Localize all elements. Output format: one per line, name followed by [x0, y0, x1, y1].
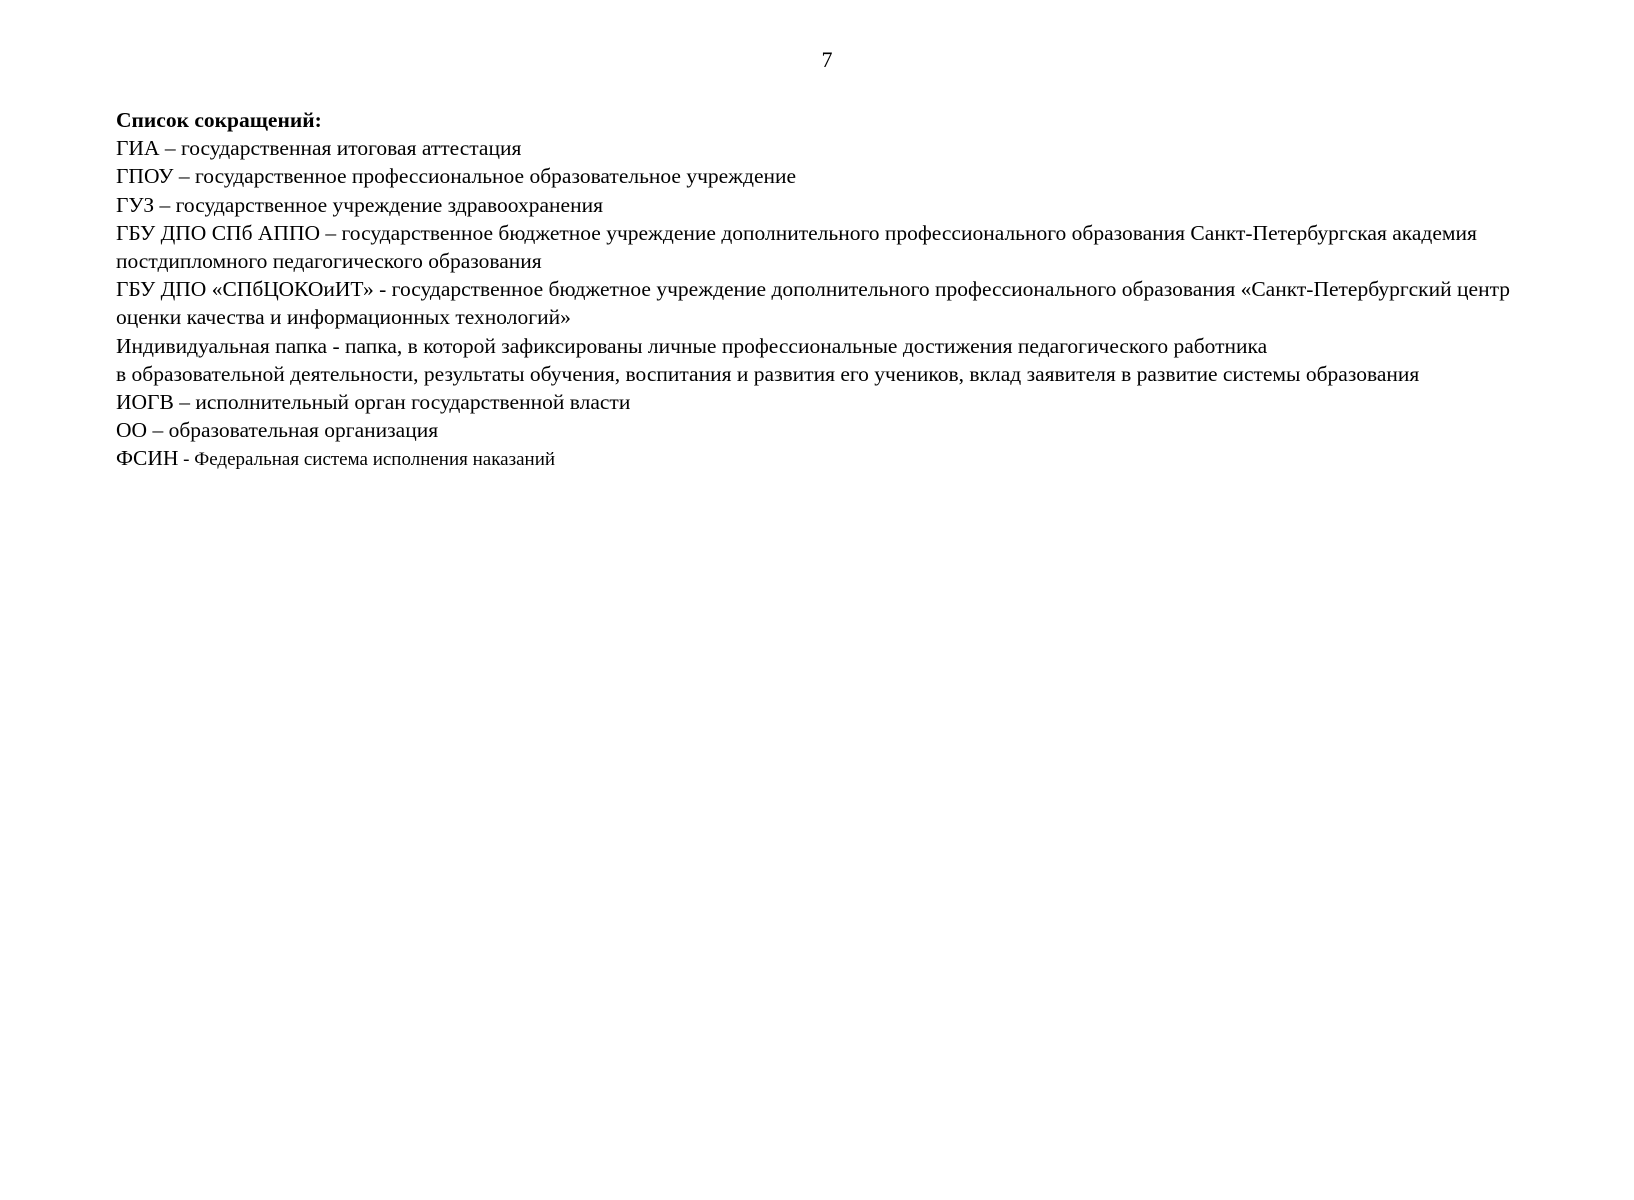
abbreviation-entry-guz — [116, 191, 1556, 219]
abbreviation-entry-gia — [116, 134, 1556, 162]
abbreviation-separator: – — [173, 390, 196, 415]
abbreviation-term: ГПОУ — [116, 164, 174, 189]
abbreviation-separator: – — [147, 418, 169, 443]
abbreviation-entry-gbu-dpo-spbcokoiit — [116, 275, 1556, 331]
abbreviation-entry-fsin — [116, 444, 1556, 474]
abbreviation-term: ГБУ ДПО СПб АППО — [116, 220, 320, 245]
abbreviation-separator: – — [154, 192, 176, 217]
abbreviation-definition: государственное учреждение здравоохранения — [175, 192, 603, 217]
abbreviation-entry-gbu-dpo-appo — [116, 219, 1556, 275]
abbreviation-separator: – — [320, 220, 342, 245]
abbreviation-separator: - — [373, 277, 392, 302]
abbreviation-definition-continued: в образовательной деятельности, результаты обучения, воспитания и развития его учеников, вклад заявителя в развитие системы образования — [116, 361, 1420, 386]
abbreviation-term: ОО — [116, 418, 148, 443]
abbreviation-definition: Федеральная система исполнения наказаний — [194, 449, 556, 471]
abbreviation-definition: государственная итоговая аттестация — [180, 136, 522, 161]
abbreviation-entry-individual-folder — [116, 332, 1556, 388]
abbreviation-separator: – — [173, 164, 195, 189]
abbreviation-separator: - — [327, 333, 345, 358]
abbreviation-entry-iogv — [116, 388, 1556, 416]
abbreviation-definition: государственное бюджетное учреждение дополнительного профессионального образования «Санкт-Петербургский центр оценки качества и информационных технологий» — [116, 277, 1510, 330]
abbreviations-heading: Список сокращений: — [116, 108, 322, 132]
abbreviation-definition: образовательная организация — [168, 418, 439, 443]
abbreviation-term: ГУЗ — [116, 192, 155, 217]
page-number: 7 — [821, 47, 833, 72]
abbreviation-term: Индивидуальная папка — [116, 333, 328, 358]
abbreviation-term: ФСИН — [116, 446, 179, 471]
abbreviation-definition: исполнительный орган государственной власти — [195, 390, 631, 415]
abbreviation-entry-gpou — [116, 162, 1556, 190]
abbreviation-term: ГБУ ДПО «СПбЦОКОиИТ» — [116, 277, 374, 302]
abbreviation-definition: папка, в которой зафиксированы личные профессиональные достижения педагогического работника — [344, 333, 1268, 358]
abbreviation-separator: – — [159, 136, 181, 161]
abbreviation-separator: - — [178, 449, 195, 471]
abbreviation-term: ИОГВ — [116, 390, 174, 415]
abbreviation-definition: государственное бюджетное учреждение дополнительного профессионального образования Санкт-Петербургская академия постдипломного педагогического образования — [116, 220, 1477, 274]
abbreviations-list — [116, 106, 1556, 474]
abbreviation-definition: государственное профессиональное образовательное учреждение — [195, 164, 797, 189]
abbreviation-term: ГИА — [116, 136, 160, 161]
abbreviation-entry-oo — [116, 416, 1556, 444]
